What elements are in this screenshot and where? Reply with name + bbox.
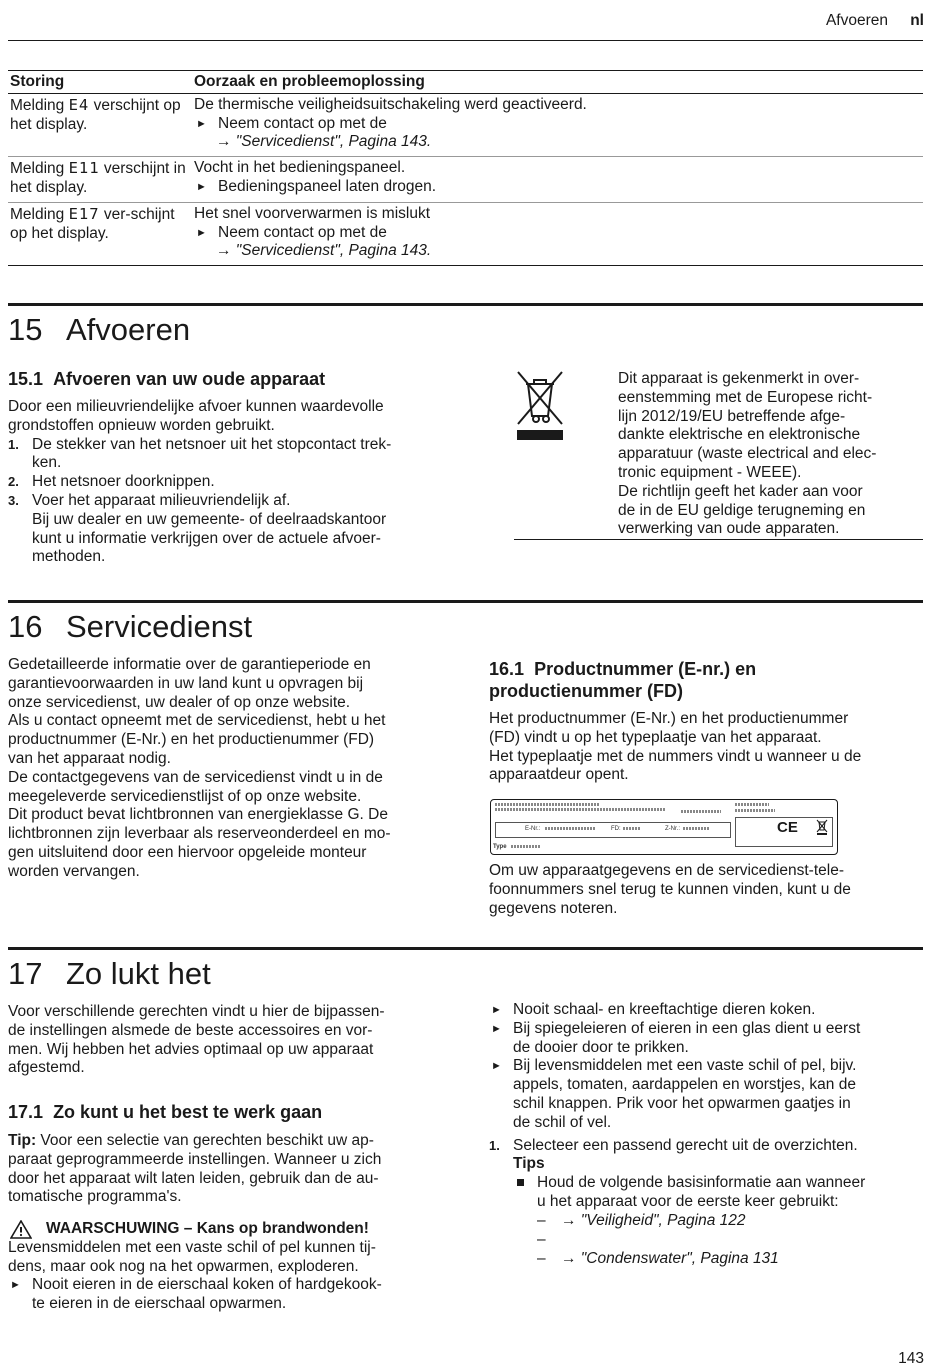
section-17-intro: Voor verschillende gerechten vindt u hier de bijpassen- de instellingen alsmede de beste accessoires en vor- men. Wij hebben het advies optimaal op uw apparaat afgestemd. [8, 1003, 385, 1077]
list-item: Houd de volgende basisinformatie aan wanneer u het apparaat voor de eerste keer gebruikt: [513, 1174, 919, 1212]
fault-cell: Melding E17 ver-schijnt op het display. [8, 202, 192, 265]
cause-cell: Vocht in het bedieningspaneel. ► Bedieningspaneel laten drogen. [192, 157, 923, 203]
plate-fd-label: FD: [611, 826, 621, 832]
list-item: 1. Selecteer een passend gerecht uit de overzichten. [489, 1136, 858, 1154]
table-header-row [8, 71, 923, 94]
section-17-right-column [489, 1001, 919, 1268]
table-row [8, 93, 923, 156]
list-item: 1. De stekker van het netsnoer uit het stopcontact trek- ken. [8, 435, 392, 472]
plate-znr-label: Z-Nr.: [665, 826, 680, 832]
display-code: E17 [68, 204, 100, 223]
cause-cell: Het snel voorverwarmen is mislukt ► Neem contact op met de → "Servicedienst", Pagina 143. [192, 202, 923, 265]
cross-reference: – [537, 1230, 546, 1248]
triangle-bullet-icon: ► [491, 1022, 502, 1035]
list-item: ► Nooit schaal- en kreeftachtige dieren koken. [491, 1001, 816, 1018]
section-16-body: Gedetailleerde informatie over de garantieperiode en garantievoorwaarden in uw land kunt u opvragen bij onze servicedienst, uw dealer of op onze website. Als u contact opneemt met de servicedienst, hebt u het productnummer (E-Nr.) en het productienummer (FD) van het apparaat nodig. De contactgegevens van de servicedienst vindt u in de meegeleverde servicedienstlijst of op onze website. Dit product bevat lichtbronnen van energieklasse G. De lichtbronnen zijn leverbaar als reserveonderdeel en mo- gen uitsluitend door een hiervoor opgeleide monteur worden vervangen. [8, 656, 391, 880]
subsection-heading-16-1: 16.1 Productnummer (E-nr.) en productienummer (FD) [489, 659, 757, 701]
weee-crossed-bin-icon [514, 368, 566, 450]
warning-block: WAARSCHUWING – Kans op brandwonden! Levensmiddelen met een vaste schil of pel kunnen tij- dens, maar ook nog na het opwarmen, exploderen. ► Nooit eieren in de eierschaal koken of hardgekook- te eieren in de eierschaal opwarmen. [8, 1220, 453, 1314]
section-heading-17: 17 Zo lukt het [8, 956, 211, 991]
plate-type-label: Type [493, 844, 507, 850]
display-code: E4 [68, 95, 90, 114]
fault-table [8, 70, 923, 266]
subsection-16-1-after: Om uw apparaatgegevens en de servicedienst-tele- foonnummers snel terug te kunnen vinden, kunt u de gegevens noteren. [489, 862, 851, 917]
running-header-section: Afvoeren [825, 12, 888, 29]
subsection-16-1-body: Het productnummer (E-Nr.) en het productienummer (FD) vindt u op het typeplaatje van het apparaat. Het typeplaatje met de nummers vindt u wanneer u de apparaatdeur opent. [489, 710, 862, 784]
fault-cell: Melding E11 verschijnt in het display. [8, 157, 192, 203]
weee-small-icon [816, 819, 828, 838]
triangle-bullet-icon: ► [196, 226, 207, 239]
cross-reference: → "Servicedienst", Pagina 143. [216, 242, 432, 260]
cause-cell: De thermische veiligheidsuitschakeling werd geactiveerd. ► Neem contact op met de → "Servicedienst", Pagina 143. [192, 93, 923, 156]
display-code: E11 [68, 159, 100, 178]
section-rule [8, 600, 923, 603]
square-bullet-icon [517, 1179, 524, 1186]
type-plate [490, 799, 838, 855]
table-row [8, 157, 923, 203]
list-item: ► Bij levensmiddelen met een vaste schil of pel, bijv. appels, tomaten, aardappelen en worstjes, kan de schil knappen. Prik voor het opwarmen gaatjes in de schil of vel. [491, 1057, 857, 1131]
table-row [8, 202, 923, 265]
column-header-storing: Storing [8, 71, 192, 94]
section-heading-15: 15 Afvoeren [8, 312, 191, 347]
subsection-heading-15-1: 15.1 Afvoeren van uw oude apparaat [8, 369, 326, 389]
cross-reference: → "Servicedienst", Pagina 143. [216, 133, 432, 151]
list-item: ► Nooit eieren in de eierschaal koken of hardgekook- te eieren in de eierschaal opwarmen. [10, 1276, 382, 1313]
weee-box-rule [514, 539, 923, 540]
warning-title: WAARSCHUWING – Kans op brandwonden! [46, 1220, 369, 1237]
plate-enr-label: E-Nr.: [525, 826, 541, 832]
warning-triangle-icon [10, 1220, 32, 1245]
section-rule [8, 303, 923, 306]
cross-reference: – → "Veiligheid", Pagina 122 [537, 1211, 746, 1229]
section-rule [8, 947, 923, 950]
triangle-bullet-icon: ► [196, 117, 207, 130]
section-heading-16: 16 Servicedienst [8, 609, 253, 644]
tip-block: Tip: Voor een selectie van gerechten beschikt uw ap- paraat geprogrammeerde instellingen. Wanneer u zich door het apparaat wilt laten leiden, gebruik dan de au- tomatische programma's. [8, 1132, 382, 1206]
fault-cell: Melding E4 verschijnt op het display. [8, 93, 192, 156]
list-item: ► Bij spiegeleieren of eieren in een glas dient u eerst de dooier door te prikken. [491, 1019, 861, 1056]
running-header-language: nl [910, 12, 924, 29]
weee-text: Dit apparaat is gekenmerkt in over- eenstemming met de Europese richt- lijn 2012/19/EU betreffende afge- dankte elektrische en elektronische apparatuur (waste electrical and elec- tronic equipment - WEEE). De richtlijn geeft het kader aan voor de in de EU geldige terugneming en verwerking van oude apparaten. [618, 370, 877, 538]
section-15-body: Door een milieuvriendelijke afvoer kunnen waardevolle grondstoffen opnieuw worden gebruikt. 1. De stekker van het netsnoer uit het stopcontact trek- ken. 2. Het netsnoer doorknippen. 3. Voer het apparaat milieuvriendelijk af. Bij uw dealer en uw gemeente- of deelraadskantoor kunt u informatie verkrijgen over de actuele afvoer- methoden. [8, 398, 448, 567]
tips-label: Tips [513, 1155, 545, 1173]
ce-mark-icon: CE [777, 819, 798, 836]
subsection-heading-17-1: 17.1 Zo kunt u het best te werk gaan [8, 1102, 323, 1122]
list-item: 3. Voer het apparaat milieuvriendelijk af. Bij uw dealer en uw gemeente- of deelraadskantoor kunt u informatie verkrijgen over de actuele afvoer- methoden. [8, 491, 387, 566]
triangle-bullet-icon: ► [10, 1279, 21, 1292]
triangle-bullet-icon: ► [491, 1004, 502, 1016]
triangle-bullet-icon: ► [491, 1060, 502, 1073]
cross-reference: – → "Condenswater", Pagina 131 [537, 1249, 779, 1267]
page-number: 143 [898, 1350, 924, 1367]
column-header-oorzaak: Oorzaak en probleemoplossing [192, 71, 923, 94]
header-rule [8, 40, 923, 41]
triangle-bullet-icon: ► [196, 180, 207, 193]
list-item: 2. Het netsnoer doorknippen. [8, 473, 215, 491]
